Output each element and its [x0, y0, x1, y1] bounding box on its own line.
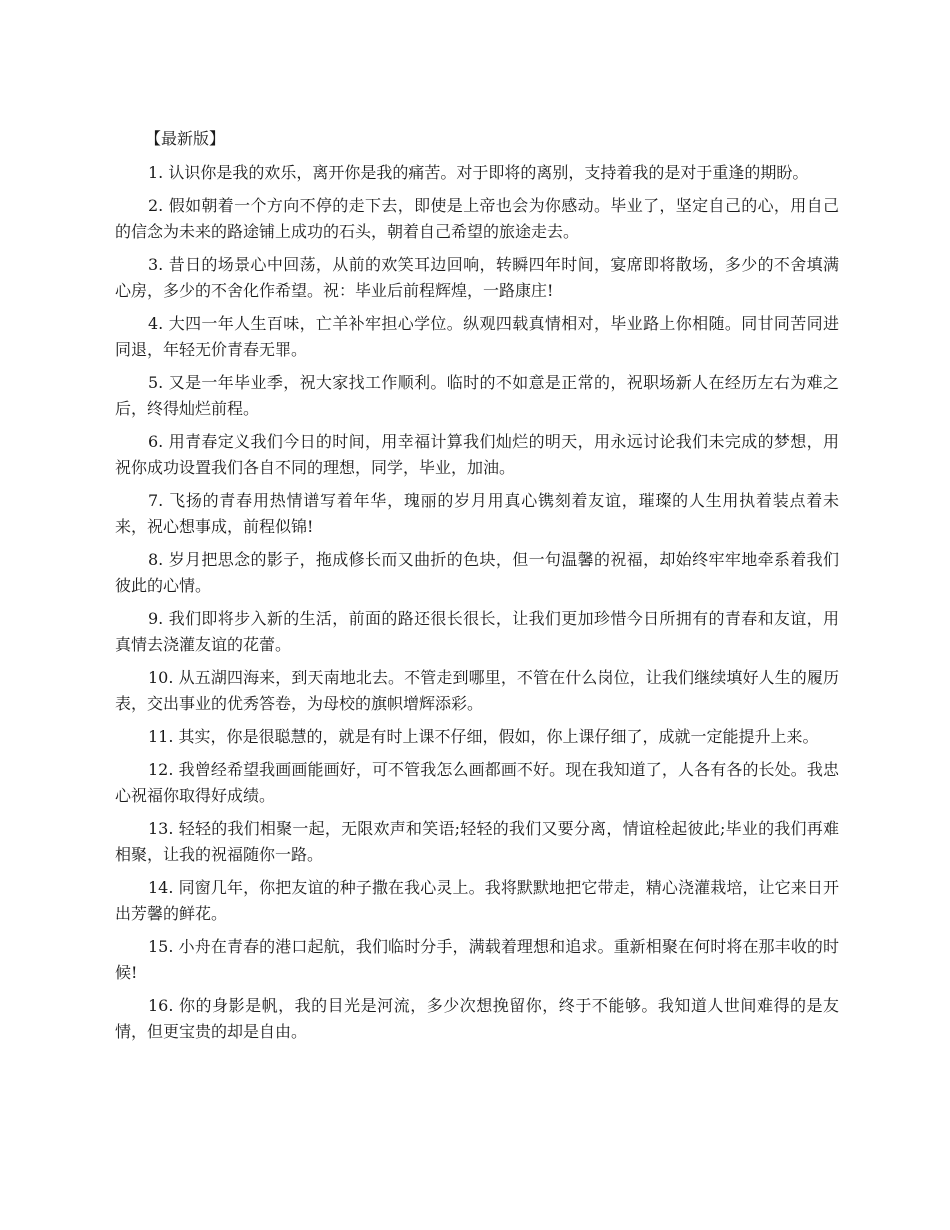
document-heading: 【最新版】 — [145, 129, 226, 148]
paragraph-16: 16. 你的身影是帆，我的目光是河流，多少次想挽留你，终于不能够。我知道人世间难得的是友情，但更宝贵的却是自由。 — [115, 996, 839, 1041]
paragraph-4: 4. 大四一年人生百味，亡羊补牢担心学位。纵观四载真情相对，毕业路上你相随。同甘同苦同进同退，年轻无价青春无罪。 — [115, 314, 839, 359]
paragraph-10: 10. 从五湖四海来，到天南地北去。不管走到哪里，不管在什么岗位，让我们继续填好人生的履历表，交出事业的优秀答卷，为母校的旗帜增辉添彩。 — [115, 668, 839, 713]
paragraph-2: 2. 假如朝着一个方向不停的走下去，即使是上帝也会为你感动。毕业了，坚定自己的心，用自己的信念为未来的路途铺上成功的石头，朝着自己希望的旅途走去。 — [115, 196, 839, 241]
paragraph-1: 1. 认识你是我的欢乐，离开你是我的痛苦。对于即将的离别，支持着我的是对于重逢的期盼。 — [148, 163, 809, 182]
document-body — [115, 126, 839, 1052]
paragraph-12: 12. 我曾经希望我画画能画好，可不管我怎么画都画不好。现在我知道了，人各有各的长处。我忠心祝福你取得好成绩。 — [115, 760, 839, 805]
paragraph-5: 5. 又是一年毕业季，祝大家找工作顺利。临时的不如意是正常的，祝职场新人在经历左右为难之后，终得灿烂前程。 — [115, 373, 839, 418]
paragraph-7: 7. 飞扬的青春用热情谱写着年华，瑰丽的岁月用真心镌刻着友谊，璀璨的人生用执着装点着未来，祝心想事成，前程似锦! — [115, 491, 839, 536]
paragraph-15: 15. 小舟在青春的港口起航，我们临时分手，满载着理想和追求。重新相聚在何时将在那丰收的时候! — [115, 937, 839, 982]
paragraph-8: 8. 岁月把思念的影子，拖成修长而又曲折的色块，但一句温馨的祝福，却始终牢牢地牵系着我们彼此的心情。 — [115, 550, 839, 595]
paragraph-11: 11. 其实，你是很聪慧的，就是有时上课不仔细，假如，你上课仔细了，成就一定能提升上来。 — [148, 727, 819, 746]
paragraph-14: 14. 同窗几年，你把友谊的种子撒在我心灵上。我将默默地把它带走，精心浇灌栽培，让它来日开出芳馨的鲜花。 — [115, 878, 839, 923]
paragraph-6: 6. 用青春定义我们今日的时间，用幸福计算我们灿烂的明天，用永远讨论我们未完成的梦想，用祝你成功设置我们各自不同的理想，同学，毕业，加油。 — [115, 432, 839, 477]
paragraph-9: 9. 我们即将步入新的生活，前面的路还很长很长，让我们更加珍惜今日所拥有的青春和友谊，用真情去浇灌友谊的花蕾。 — [115, 609, 839, 654]
paragraph-13: 13. 轻轻的我们相聚一起，无限欢声和笑语;轻轻的我们又要分离，情谊栓起彼此;毕业的我们再难相聚，让我的祝福随你一路。 — [115, 819, 839, 864]
paragraph-3: 3. 昔日的场景心中回荡，从前的欢笑耳边回响，转瞬四年时间，宴席即将散场，多少的不舍填满心房，多少的不舍化作希望。祝：毕业后前程辉煌，一路康庄! — [115, 255, 839, 300]
